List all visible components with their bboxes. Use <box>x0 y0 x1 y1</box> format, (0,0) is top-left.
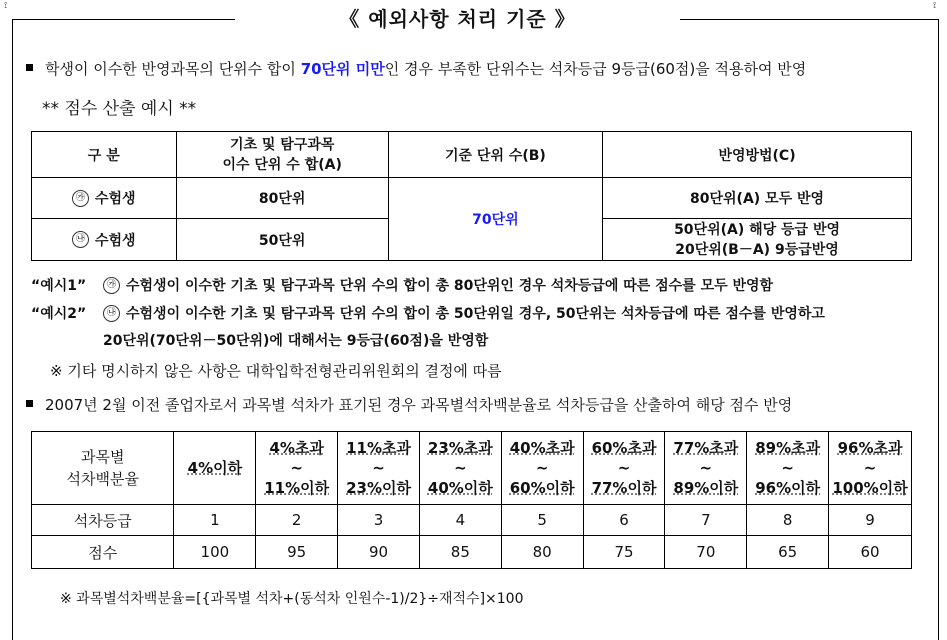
t2-range-8: 89%초과 ~ 96%이하 <box>747 432 829 505</box>
t2-grade: 5 <box>501 505 583 536</box>
t2-range-1: 4%이하 <box>174 432 256 505</box>
circle-ga-icon: ㉮ <box>103 277 120 294</box>
t1-row1-label: ㉮ 수험생 <box>32 178 177 219</box>
circle-na-icon: ㉯ <box>72 231 89 248</box>
t1-header-a: 기초 및 탐구과목 이수 단위 수 합(A) <box>176 132 388 178</box>
t2-score: 65 <box>747 536 829 569</box>
t2-grade-row <box>32 505 912 536</box>
title-box <box>235 2 680 36</box>
t2-score: 60 <box>829 536 912 569</box>
circle-na-icon: ㉯ <box>103 305 120 322</box>
example-heading: ** 점수 산출 예시 ** <box>42 99 197 119</box>
t1-row1-a: 80단위 <box>176 178 388 219</box>
t2-grade: 9 <box>829 505 912 536</box>
square-bullet-icon <box>26 64 33 71</box>
t2-score: 75 <box>583 536 665 569</box>
page-title: 《 예외사항 처리 기준 》 <box>339 7 576 31</box>
t2-range-6: 60%초과 ~ 77%이하 <box>583 432 665 505</box>
t1-header-category: 구 분 <box>32 132 177 178</box>
corner-mark-right: ⟟ <box>933 1 937 11</box>
corner-mark-left: ⟟ <box>4 1 8 11</box>
formula-note: ※ 과목별석차백분율=[{과목별 석차+(동석차 인원수-1)/2}÷재적수]×100 <box>60 591 524 607</box>
t2-range-7: 77%초과 ~ 89%이하 <box>665 432 747 505</box>
other-note: ※ 기타 명시하지 않은 사항은 대학입학전형관리위원회의 결정에 따름 <box>50 362 502 380</box>
t2-grade: 3 <box>338 505 420 536</box>
bullet1-suffix: 인 경우 부족한 단위수는 석차등급 9등급(60점)을 적용하여 반영 <box>384 60 807 78</box>
example-2-cont: 20단위(70단위－50단위)에 대해서는 9등급(60점)을 반영함 <box>103 333 489 349</box>
t2-score: 90 <box>338 536 420 569</box>
bullet1-highlight: 70단위 미만 <box>300 60 385 78</box>
bullet1-prefix: 학생이 이수한 반영과목의 단위수 합이 <box>45 60 301 78</box>
t2-range-5: 40%초과 ~ 60%이하 <box>501 432 583 505</box>
t1-b-value: 70단위 <box>388 178 602 261</box>
t2-score: 80 <box>501 536 583 569</box>
example-2: “예시2” ㉯ 수험생이 이수한 기초 및 탐구과목 단위 수의 합이 총 50단위일 경우, 50단위는 석차등급에 따른 점수를 반영하고 <box>31 306 825 322</box>
t2-grade: 6 <box>583 505 665 536</box>
t2-score: 85 <box>419 536 501 569</box>
example-table <box>31 131 912 261</box>
t2-range-4: 23%초과 ~ 40%이하 <box>419 432 501 505</box>
t2-grade-label: 석차등급 <box>32 505 174 536</box>
t2-grade: 7 <box>665 505 747 536</box>
t1-row2-c: 50단위(A) 해당 등급 반영 20단위(B－A) 9등급반영 <box>603 219 912 261</box>
grade-table <box>31 431 912 569</box>
t2-grade: 1 <box>174 505 256 536</box>
t1-row2-label: ㉯ 수험생 <box>32 219 177 261</box>
bullet-line-2: 2007년 2월 이전 졸업자로서 과목별 석차가 표기된 경우 과목별석차백분율로 석차등급을 산출하여 해당 점수 반영 <box>26 394 792 415</box>
t1-header-b: 기준 단위 수(B) <box>388 132 602 178</box>
t2-score-row <box>32 536 912 569</box>
t2-grade: 2 <box>256 505 338 536</box>
square-bullet-icon <box>26 400 33 407</box>
circle-ga-icon: ㉮ <box>72 190 89 207</box>
example-1: “예시1” ㉮ 수험생이 이수한 기초 및 탐구과목 단위 수의 합이 총 80단위인 경우 석차등급에 따른 점수를 모두 반영함 <box>31 278 774 294</box>
t2-range-3: 11%초과 ~ 23%이하 <box>338 432 420 505</box>
t2-score: 95 <box>256 536 338 569</box>
t2-range-2: 4%초과 ~ 11%이하 <box>256 432 338 505</box>
t2-corner: 과목별 석차백분율 <box>32 432 174 505</box>
t1-row1-c: 80단위(A) 모두 반영 <box>603 178 912 219</box>
t2-range-9: 96%초과 ~ 100%이하 <box>829 432 912 505</box>
t2-grade: 8 <box>747 505 829 536</box>
t2-score: 100 <box>174 536 256 569</box>
t1-row2-a: 50단위 <box>176 219 388 261</box>
bullet-line-1 <box>26 58 806 79</box>
t2-grade: 4 <box>419 505 501 536</box>
t2-score: 70 <box>665 536 747 569</box>
t2-score-label: 점수 <box>32 536 174 569</box>
t1-header-c: 반영방법(C) <box>603 132 912 178</box>
